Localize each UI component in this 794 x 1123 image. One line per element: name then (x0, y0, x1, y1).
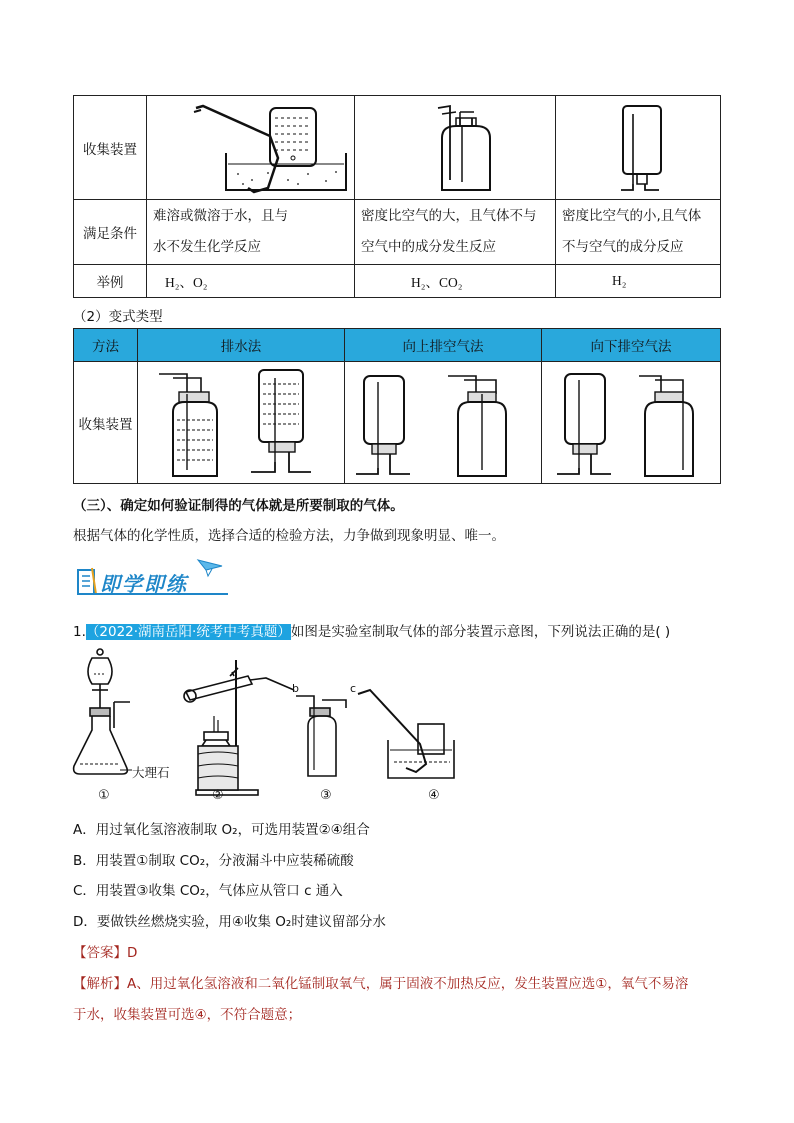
question-1-stem (73, 620, 670, 640)
cell-downward-air-figure (556, 96, 721, 200)
variant-water-bottles-icon (139, 364, 343, 482)
practice-banner (76, 556, 236, 600)
port-c-label: c (350, 682, 357, 695)
row-label-collector: 收集装置 (74, 96, 147, 200)
option-b: B．用装置①制取 CO₂，分液漏斗中应装稀硫酸 (73, 853, 354, 869)
section3-title: （三）、确定如何验证制得的气体就是所要制取的气体。 (73, 498, 404, 514)
example-water: H₂、O₂ (147, 265, 355, 298)
question-text: 如图是实验室制取气体的部分装置示意图，下列说法正确的是( ) (290, 624, 671, 640)
answer-label: 【答案】 (73, 945, 127, 961)
option-d: D．要做铁丝燃烧实验，用④收集 O₂时建议留部分水 (73, 914, 386, 930)
figure-4-label: ④ (428, 788, 440, 803)
condition-downward: 密度比空气的小,且气体 不与空气的成分反应 (556, 200, 721, 265)
header-upward-air: 向上排空气法 (345, 329, 542, 362)
cell-variant-upward (345, 362, 542, 484)
downward-air-bottle-icon (557, 98, 719, 198)
marble-label: 大理石 (132, 765, 170, 780)
banner-title: 即学即练 (100, 572, 188, 596)
cell-variant-downward (542, 362, 721, 484)
analysis-line-1 (73, 972, 688, 992)
header-downward-air: 向下排空气法 (542, 329, 721, 362)
water-displacement-apparatus-icon (148, 98, 353, 198)
cell-upward-air-figure (355, 96, 556, 200)
source-tag: （2022·湖南岳阳·统考中考真题） (85, 624, 291, 640)
option-c: C．用装置③收集 CO₂，气体应从管口 c 通入 (73, 883, 343, 899)
section-variant-title: （2）变式类型 (73, 309, 163, 325)
example-downward: H₂ (556, 265, 721, 298)
figure-3-label: ③ (320, 788, 332, 803)
condition-upward: 密度比空气的大，且气体不与 空气中的成分发生反应 (355, 200, 556, 265)
answer-value: D (127, 945, 138, 961)
upward-air-bottle-icon (356, 98, 554, 198)
question-number: 1. (73, 624, 86, 640)
analysis-line-2: 于水，收集装置可选④，不符合题意； (73, 1007, 302, 1023)
cell-variant-water (138, 362, 345, 484)
option-a: A．用过氧化氢溶液制取 O₂，可选用装置②④组合 (73, 822, 370, 838)
analysis-text-1: A、用过氧化氢溶液和二氧化锰制取氧气，属于固液不加热反应，发生装置应选①，氧气不易溶 (127, 976, 689, 992)
answer-line (73, 941, 137, 961)
header-method: 方法 (74, 329, 138, 362)
analysis-label: 【解析】 (73, 976, 127, 992)
row-label-conditions: 满足条件 (74, 200, 147, 265)
row-label-variant-collector: 收集装置 (74, 362, 138, 484)
cell-water-displacement-figure (147, 96, 355, 200)
lab-apparatus-icon (70, 646, 460, 808)
variant-downward-bottles-icon (543, 364, 719, 482)
port-b-label: b (292, 682, 299, 695)
figure-1-label: ① (98, 788, 110, 803)
apparatus-figure (70, 646, 460, 808)
collection-methods-table (73, 95, 721, 298)
condition-water: 难溶或微溶于水，且与 水不发生化学反应 (147, 200, 355, 265)
variant-types-table (73, 328, 721, 484)
example-upward: H₂、CO₂ (355, 265, 556, 298)
variant-upward-bottles-icon (346, 364, 540, 482)
section3-text: 根据气体的化学性质，选择合适的检验方法，力争做到现象明显、唯一。 (73, 528, 505, 544)
row-label-examples: 举例 (74, 265, 147, 298)
header-water-displacement: 排水法 (138, 329, 345, 362)
figure-2-label: ② (212, 788, 224, 803)
